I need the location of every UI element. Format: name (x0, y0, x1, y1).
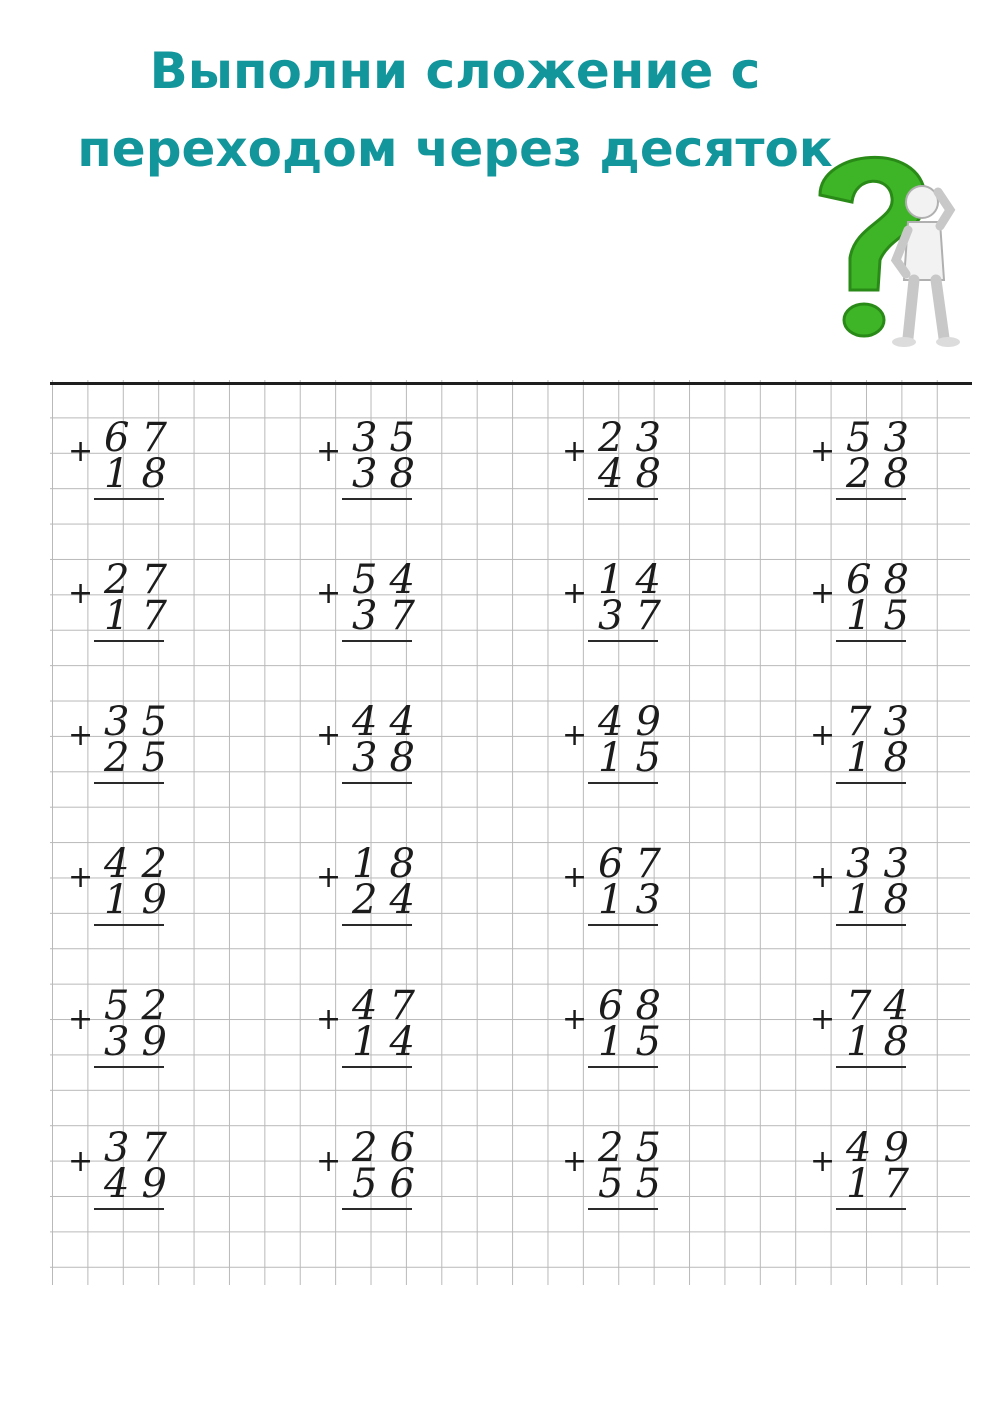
sum-line (94, 924, 164, 926)
first-addend: 27 (104, 557, 179, 603)
second-addend: 17 (104, 593, 179, 639)
plus-sign: + (68, 860, 94, 895)
plus-sign: + (810, 1002, 836, 1037)
addition-problem (316, 415, 436, 508)
title-line-2: переходом через десяток (77, 120, 833, 178)
sum-line (342, 498, 412, 500)
first-addend: 35 (104, 699, 179, 745)
second-addend: 25 (104, 735, 179, 781)
page-title (0, 32, 910, 188)
sum-line (342, 782, 412, 784)
plus-sign: + (316, 1144, 342, 1179)
first-addend: 23 (598, 415, 673, 461)
addition-problem (562, 415, 682, 508)
second-addend: 15 (598, 1019, 673, 1065)
addition-problem (810, 1125, 930, 1218)
plus-sign: + (68, 1144, 94, 1179)
addition-problem (562, 699, 682, 792)
sum-line (588, 924, 658, 926)
plus-sign: + (810, 1144, 836, 1179)
sum-line (342, 640, 412, 642)
sum-line (94, 1208, 164, 1210)
figure-arm (938, 192, 950, 226)
sum-line (588, 1208, 658, 1210)
addition-problem (68, 1125, 188, 1218)
addition-problem (68, 557, 188, 650)
plus-sign: + (810, 576, 836, 611)
sum-line (94, 782, 164, 784)
plus-sign: + (316, 860, 342, 895)
addition-problem (68, 415, 188, 508)
sum-line (836, 1066, 906, 1068)
second-addend: 49 (104, 1161, 179, 1207)
first-addend: 18 (352, 841, 427, 887)
first-addend: 14 (598, 557, 673, 603)
second-addend: 55 (598, 1161, 673, 1207)
plus-sign: + (810, 718, 836, 753)
addition-problem (68, 983, 188, 1076)
addition-problem (316, 557, 436, 650)
figure-head (906, 186, 938, 218)
sum-line (342, 1208, 412, 1210)
first-addend: 44 (352, 699, 427, 745)
plus-sign: + (562, 1002, 588, 1037)
addition-problem (562, 557, 682, 650)
first-addend: 42 (104, 841, 179, 887)
first-addend: 68 (598, 983, 673, 1029)
second-addend: 48 (598, 451, 673, 497)
second-addend: 38 (352, 735, 427, 781)
first-addend: 33 (846, 841, 921, 887)
plus-sign: + (316, 434, 342, 469)
first-addend: 67 (598, 841, 673, 887)
addition-problem (810, 699, 930, 792)
addition-problem (810, 983, 930, 1076)
plus-sign: + (68, 576, 94, 611)
second-addend: 15 (846, 593, 921, 639)
sum-line (836, 924, 906, 926)
first-addend: 37 (104, 1125, 179, 1171)
second-addend: 28 (846, 451, 921, 497)
second-addend: 18 (846, 877, 921, 923)
plus-sign: + (562, 576, 588, 611)
first-addend: 49 (846, 1125, 921, 1171)
second-addend: 24 (352, 877, 427, 923)
first-addend: 67 (104, 415, 179, 461)
sum-line (836, 498, 906, 500)
second-addend: 38 (352, 451, 427, 497)
sum-line (94, 498, 164, 500)
first-addend: 25 (598, 1125, 673, 1171)
plus-sign: + (562, 860, 588, 895)
second-addend: 17 (846, 1161, 921, 1207)
addition-problem (810, 415, 930, 508)
top-rule (50, 382, 972, 385)
sum-line (836, 1208, 906, 1210)
plus-sign: + (562, 1144, 588, 1179)
sum-line (342, 924, 412, 926)
addition-problem (68, 841, 188, 934)
figure-leg (908, 280, 914, 338)
plus-sign: + (316, 576, 342, 611)
addition-problem (68, 699, 188, 792)
figure-leg-2 (936, 280, 944, 338)
first-addend: 49 (598, 699, 673, 745)
sum-line (588, 498, 658, 500)
first-addend: 53 (846, 415, 921, 461)
sum-line (588, 1066, 658, 1068)
question-mark-figure-icon (800, 140, 990, 360)
first-addend: 54 (352, 557, 427, 603)
addition-problem (316, 1125, 436, 1218)
sum-line (342, 1066, 412, 1068)
addition-problem (562, 983, 682, 1076)
plus-sign: + (316, 718, 342, 753)
second-addend: 18 (104, 451, 179, 497)
second-addend: 39 (104, 1019, 179, 1065)
addition-problem (810, 557, 930, 650)
first-addend: 47 (352, 983, 427, 1029)
plus-sign: + (810, 860, 836, 895)
second-addend: 18 (846, 735, 921, 781)
plus-sign: + (68, 718, 94, 753)
second-addend: 14 (352, 1019, 427, 1065)
second-addend: 37 (352, 593, 427, 639)
first-addend: 73 (846, 699, 921, 745)
addition-problem (810, 841, 930, 934)
addition-problem (316, 841, 436, 934)
addition-problem (562, 1125, 682, 1218)
first-addend: 52 (104, 983, 179, 1029)
addition-problem (562, 841, 682, 934)
second-addend: 13 (598, 877, 673, 923)
second-addend: 18 (846, 1019, 921, 1065)
addition-problem (316, 983, 436, 1076)
plus-sign: + (68, 434, 94, 469)
sum-line (588, 640, 658, 642)
first-addend: 26 (352, 1125, 427, 1171)
first-addend: 35 (352, 415, 427, 461)
second-addend: 37 (598, 593, 673, 639)
addition-problem (316, 699, 436, 792)
second-addend: 19 (104, 877, 179, 923)
sum-line (836, 640, 906, 642)
second-addend: 56 (352, 1161, 427, 1207)
plus-sign: + (562, 434, 588, 469)
sum-line (94, 1066, 164, 1068)
plus-sign: + (68, 1002, 94, 1037)
second-addend: 15 (598, 735, 673, 781)
first-addend: 68 (846, 557, 921, 603)
plus-sign: + (316, 1002, 342, 1037)
plus-sign: + (810, 434, 836, 469)
title-line-1: Выполни сложение с (149, 42, 761, 100)
sum-line (836, 782, 906, 784)
plus-sign: + (562, 718, 588, 753)
question-mark-dot (844, 304, 884, 336)
first-addend: 74 (846, 983, 921, 1029)
sum-line (588, 782, 658, 784)
sum-line (94, 640, 164, 642)
